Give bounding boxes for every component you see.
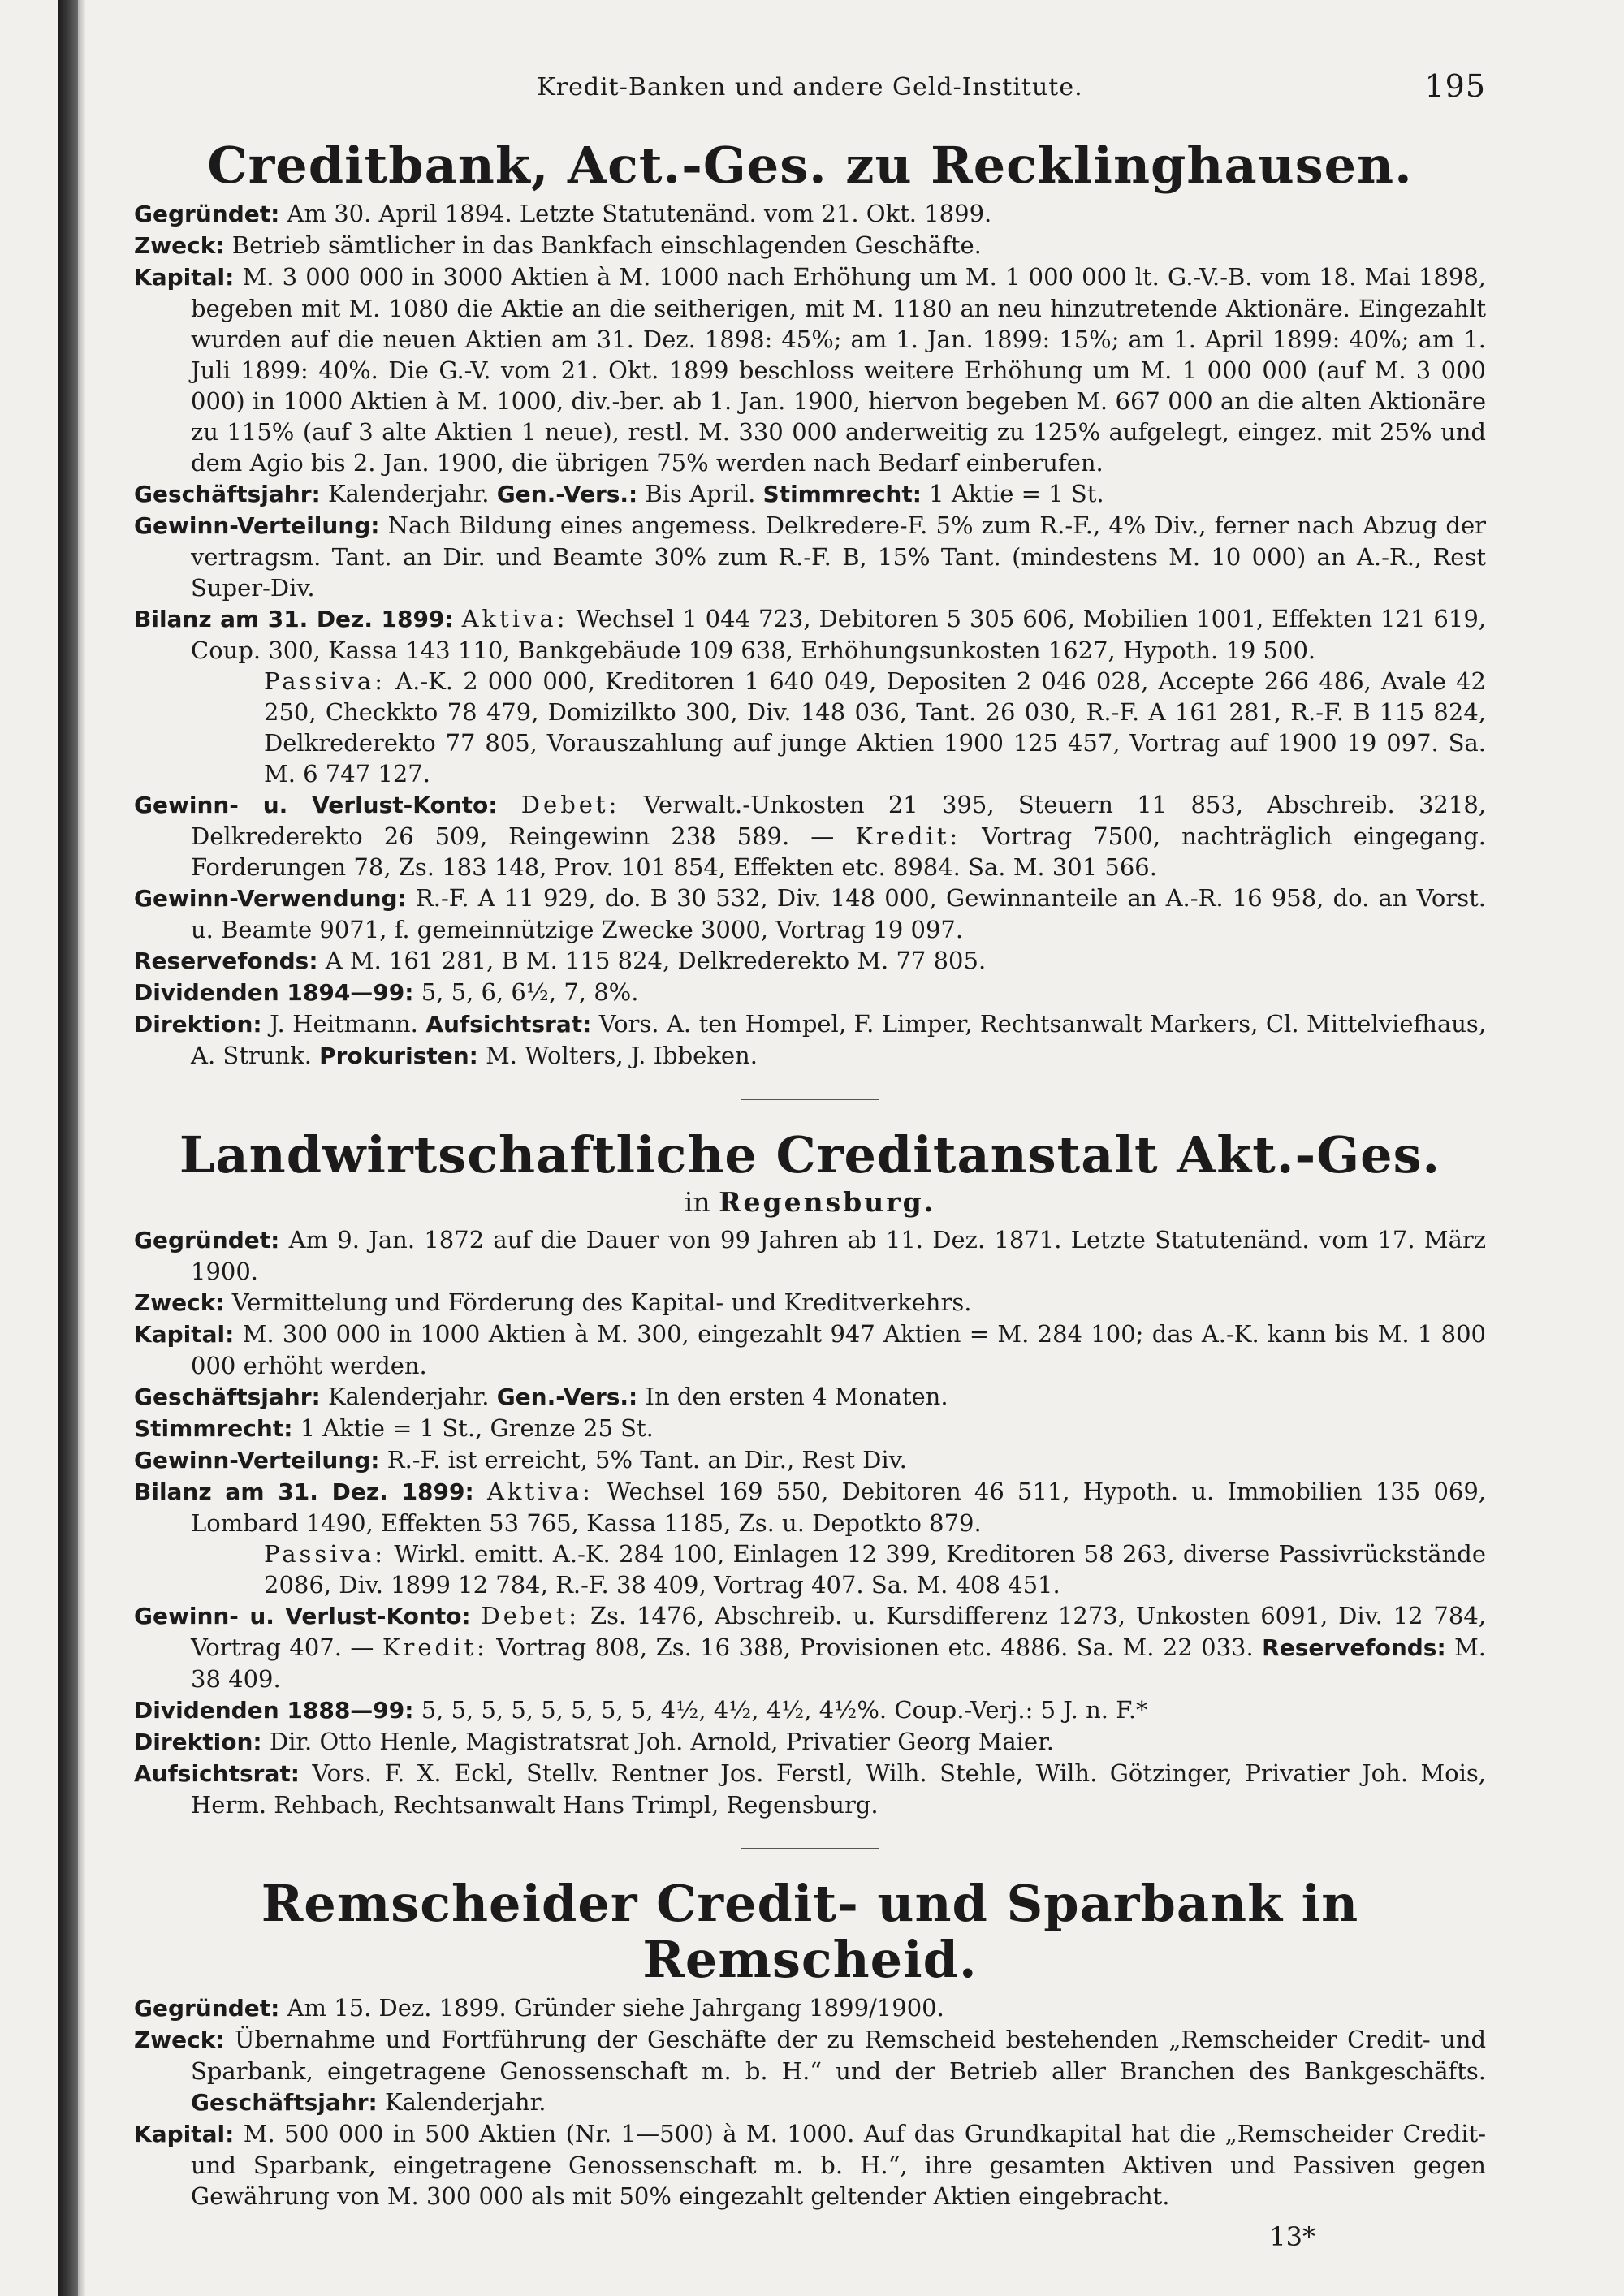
entry-direktion: Direktion: J. Heitmann. Aufsichtsrat: Vors. A. ten Hompel, F. Limper, Rechtsanwalt Markers, Cl. Mittelviefhaus, A. Strunk. Prokuristen: M. Wolters, J. Ibbeken.: [134, 1010, 1487, 1070]
entry-gewinn-verlust: Gewinn- u. Verlust-Konto: Debet: Verwalt.-Unkosten 21 395, Steuern 11 853, Abschreib. 3218, Delkrederekto 26 509, Reingewinn 238 589. — Kredit: Vortrag 7500, nachträglich eingegang. Forderungen 78, Zs. 183 148, Prov. 101 854, Effekten etc. 8984. Sa. M. 301 566.: [134, 791, 1487, 882]
entry-zweck: Zweck: Vermittelung und Förderung des Kapital- und Kreditverkehrs.: [134, 1288, 972, 1317]
entry-kapital: Kapital: M. 300 000 in 1000 Aktien à M. 300, eingezahlt 947 Aktien = M. 284 100; das A.-K. kann bis M. 1 800 000 erhöht werden.: [134, 1320, 1487, 1380]
entry-aufsichtsrat: Aufsichtsrat: Vors. F. X. Eckl, Stellv. Rentner Jos. Ferstl, Wilh. Stehle, Wilh. Götzinger, Privatier Joh. Mois, Herm. Rehbach, Rechtsanwalt Hans Trimpl, Regensburg.: [134, 1759, 1487, 1819]
entry-label: Kapital:: [134, 264, 235, 291]
entry-bilanz: Bilanz am 31. Dez. 1899: Aktiva: Wechsel 169 550, Debitoren 46 511, Hypoth. u. Immobilien 135 069, Lombard 1490, Effekten 53 765, Kassa 1185, Zs. u. Depotkto 879. Passiva: Wirkl. emitt. A.-K. 284 100, Einlagen 12 399, Kreditoren 58 263, diverse Passivrückstände 2086, Div. 1899 12 784, R.-F. 38 409, Vortrag 407. Sa. M. 408 451.: [134, 1478, 1487, 1599]
section-divider: [741, 1848, 879, 1849]
entry-direktion: Direktion: Dir. Otto Henle, Magistratsrat Joh. Arnold, Privatier Georg Maier.: [134, 1728, 1054, 1756]
running-head: [134, 65, 1486, 114]
entry-zweck: Zweck: Betrieb sämtlicher in das Bankfach einschlagenden Geschäfte.: [134, 231, 982, 260]
entry-stimmrecht: Stimmrecht: 1 Aktie = 1 St., Grenze 25 St.: [134, 1414, 654, 1443]
book-binding-edge: [58, 0, 78, 2296]
entry-geschaeftsjahr: Geschäftsjahr: Kalenderjahr. Gen.-Vers.: In den ersten 4 Monaten.: [134, 1383, 948, 1411]
entry-gegruendet: Gegründet: Am 15. Dez. 1899. Gründer siehe Jahrgang 1899/1900.: [134, 1993, 944, 2022]
section-title-regensburg: Landwirtschaftliche Creditanstalt Akt.-Ges.: [179, 1125, 1441, 1185]
entry-kapital: Kapital: M. 500 000 in 500 Aktien (Nr. 1—500) à M. 1000. Auf das Grundkapital hat die „Remscheider Credit- und Sparbank, eingetragene Genossenschaft m. b. H.“, ihre gesamten Aktiven und Passiven gegen Gewährung von M. 300 000 als mit 50% eingezahlt geltender Aktien eingebracht.: [134, 2119, 1486, 2210]
book-page: [134, 65, 1486, 2252]
entry-reservefonds: Reservefonds: A M. 161 281, B M. 115 824, Delkrederekto M. 77 805.: [134, 947, 987, 975]
entry-bilanz: Bilanz am 31. Dez. 1899: Aktiva: Wechsel 1 044 723, Debitoren 5 305 606, Mobilien 1001, Effekten 121 619, Coup. 300, Kassa 143 110, Bankgebäude 109 638, Erhöhungsunkosten 1627, Hypoth. 19 500. Passiva: A.-K. 2 000 000, Kreditoren 1 640 049, Depositen 2 046 028, Accepte 266 486, Avale 42 250, Checkkto 78 479, Domizilkto 300, Div. 148 036, Tant. 26 030, R.-F. A 161 281, R.-F. B 115 824, Delkrederekto 77 805, Vorauszahlung auf junge Aktien 1900 125 457, Vortrag auf 1900 19 097. Sa. M. 6 747 127.: [134, 605, 1487, 788]
entry-gegruendet: Gegründet: Am 30. April 1894. Letzte Statutenänd. vom 21. Okt. 1899.: [134, 200, 992, 228]
entry-gewinn-verteilung: Gewinn-Verteilung: R.-F. ist erreicht, 5% Tant. an Dir., Rest Div.: [134, 1446, 907, 1474]
entry-kapital: Kapital: M. 3 000 000 in 3000 Aktien à M. 1000 nach Erhöhung um M. 1 000 000 lt. G.-V.-B. vom 18. Mai 1898, begeben mit M. 1080 die Aktie an die seitherigen, mit M. 1180 an neu hinzutretende Aktionäre. Eingezahlt wurden auf die neuen Aktien am 31. Dez. 1898: 45%; am 1. Jan. 1899: 15%; am 1. April 1899: 40%; am 1. Juli 1899: 40%. Die G.-V. vom 21. Okt. 1899 beschloss weitere Erhöhung um M. 1 000 000 (auf M. 3 000 000) in 1000 Aktien à M. 1000, div.-ber. ab 1. Jan. 1900, hiervon begeben M. 667 000 an die alten Aktionäre zu 115% (auf 3 alte Aktien 1 neue), restl. M. 330 000 anderweitig zu 125% aufgelegt, eingez. mit 25% und dem Agio bis 2. Jan. 1900, die übrigen 75% werden nach Bedarf einberufen.: [134, 263, 1487, 477]
section-title-recklinghausen: Creditbank, Act.-Ges. zu Recklinghausen.: [207, 136, 1413, 195]
entry-label: Zweck:: [134, 232, 225, 260]
entry-geschaeftsjahr: Geschäftsjahr: Kalenderjahr. Gen.-Vers.: Bis April. Stimmrecht: 1 Aktie = 1 St.: [134, 480, 1104, 508]
section-title-remscheid: Remscheider Credit- und Sparbank in Remscheid.: [261, 1874, 1359, 1989]
entry-gewinn-verlust: Gewinn- u. Verlust-Konto: Debet: Zs. 1476, Abschreib. u. Kursdifferenz 1273, Unkosten 6091, Div. 12 784, Vortrag 407. — Kredit: Vortrag 808, Zs. 16 388, Provisionen etc. 4886. Sa. M. 22 033. Reservefonds: M. 38 409.: [134, 1602, 1487, 1694]
entry-gewinn-verwendung: Gewinn-Verwendung: R.-F. A 11 929, do. B 30 532, Div. 148 000, Gewinnanteile an A.-R. 16 958, do. an Vorst. u. Beamte 9071, f. gemeinnützige Zwecke 3000, Vortrag 19 097.: [134, 884, 1486, 944]
bilanz-passiva: Passiva: Wirkl. emitt. A.-K. 284 100, Einlagen 12 399, Kreditoren 58 263, diverse Passivrückstände 2086, Div. 1899 12 784, R.-F. 38 409, Vortrag 407. Sa. M. 408 451.: [264, 1540, 1487, 1599]
entry-gegruendet: Gegründet: Am 9. Jan. 1872 auf die Dauer von 99 Jahren ab 11. Dez. 1871. Letzte Statutenänd. vom 17. März 1900.: [134, 1226, 1486, 1286]
section-divider: [741, 1099, 879, 1100]
section-subtitle: in Regensburg.: [684, 1186, 936, 1219]
running-head-title: Kredit-Banken und andere Geld-Institute.: [537, 73, 1083, 101]
page-number: 195: [1424, 68, 1486, 104]
bilanz-passiva: Passiva: A.-K. 2 000 000, Kreditoren 1 640 049, Depositen 2 046 028, Accepte 266 486, Avale 42 250, Checkkto 78 479, Domizilkto 300, Div. 148 036, Tant. 26 030, R.-F. A 161 281, R.-F. B 115 824, Delkrederekto 77 805, Vorauszahlung auf junge Aktien 1900 125 457, Vortrag auf 1900 19 097. Sa. M. 6 747 127.: [264, 667, 1487, 788]
entry-zweck: Zweck: Übernahme und Fortführung der Geschäfte der zu Remscheid bestehenden „Remscheider Credit- und Sparbank, eingetragene Genossenschaft m. b. H.“ und der Betrieb aller Branchen des Bankgeschäfts. Geschäftsjahr: Kalenderjahr.: [134, 2025, 1487, 2116]
binding-shadow: [78, 0, 86, 2296]
entry-label: Gegründet:: [134, 201, 280, 228]
entry-dividenden: Dividenden 1894—99: 5, 5, 6, 6½, 7, 8%.: [134, 978, 639, 1007]
signature-mark: 13*: [1269, 2220, 1315, 2252]
entry-dividenden: Dividenden 1888—99: 5, 5, 5, 5, 5, 5, 5, 5, 4½, 4½, 4½, 4½%. Coup.-Verj.: 5 J. n. F.*: [134, 1696, 1148, 1724]
entry-gewinn-verteilung: Gewinn-Verteilung: Nach Bildung eines angemess. Delkredere-F. 5% zum R.-F., 4% Div., ferner nach Abzug der vertragsm. Tant. an Dir. und Beamte 30% zum R.-F. B, 15% Tant. (mindestens M. 10 000) an A.-R., Rest Super-Div.: [134, 511, 1486, 602]
